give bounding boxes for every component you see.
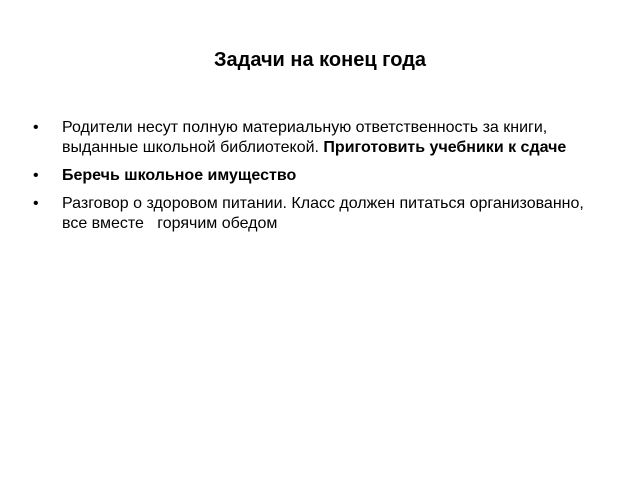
bullet-icon: • xyxy=(33,195,39,212)
list-item xyxy=(32,166,602,186)
bullet-icon: • xyxy=(33,119,39,136)
list-item xyxy=(32,118,602,158)
bullet-bold-text: Приготовить учебники к сдаче xyxy=(323,139,567,156)
bullet-icon: • xyxy=(33,167,39,184)
slide-title: Задачи на конец года xyxy=(213,49,427,71)
bullet-list xyxy=(32,118,602,242)
list-item xyxy=(32,194,602,234)
bullet-text: Родители несут полную материальную ответственность за книги, выданные школьной библиотекой. xyxy=(62,119,548,156)
bullet-bold-text: Беречь школьное имущество xyxy=(62,167,297,184)
bullet-text: Разговор о здоровом питании. Класс должен питаться организованно, все вместе горячим обедом xyxy=(62,195,589,232)
